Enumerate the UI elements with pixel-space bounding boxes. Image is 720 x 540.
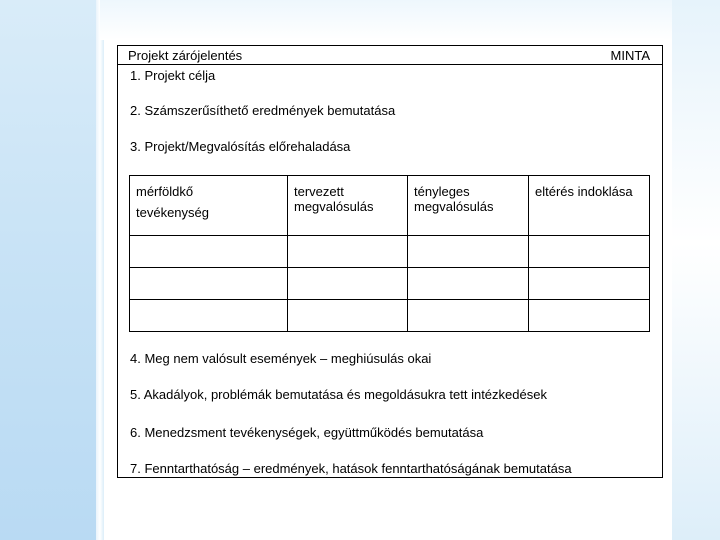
table-cell bbox=[130, 268, 288, 300]
table-cell bbox=[130, 300, 288, 332]
header-cell-milestone bbox=[130, 176, 288, 236]
header-cell-deviation bbox=[529, 176, 650, 236]
header-text: tevékenység bbox=[136, 205, 209, 220]
header-cell-actual bbox=[408, 176, 529, 236]
table-cell bbox=[529, 300, 650, 332]
header-text: tervezett bbox=[294, 184, 344, 199]
table-cell bbox=[130, 236, 288, 268]
milestone-table bbox=[129, 175, 650, 332]
section-4-heading: 4. Meg nem valósult események – meghiúsulás okai bbox=[130, 351, 432, 366]
section-2-heading: 2. Számszerűsíthető eredmények bemutatása bbox=[130, 103, 396, 118]
background-left-panel bbox=[0, 0, 100, 540]
table-cell bbox=[288, 300, 408, 332]
table-cell bbox=[408, 300, 529, 332]
table-cell bbox=[529, 236, 650, 268]
section-1-heading: 1. Projekt célja bbox=[130, 68, 216, 83]
background-top-band bbox=[100, 0, 672, 40]
header-text: megvalósulás bbox=[294, 199, 374, 214]
table-cell bbox=[288, 236, 408, 268]
document-frame bbox=[117, 45, 663, 478]
section-3-heading: 3. Projekt/Megvalósítás előrehaladása bbox=[130, 139, 351, 154]
header-text: mérföldkő bbox=[136, 184, 194, 199]
table-row bbox=[130, 268, 650, 300]
header-text: eltérés indoklása bbox=[535, 184, 633, 199]
table-cell bbox=[408, 236, 529, 268]
table-cell bbox=[408, 268, 529, 300]
section-5-heading: 5. Akadályok, problémák bemutatása és megoldásukra tett intézkedések bbox=[130, 387, 547, 402]
background-stripe bbox=[96, 0, 104, 540]
table-header-row bbox=[130, 176, 650, 236]
header-cell-planned bbox=[288, 176, 408, 236]
table-cell bbox=[529, 268, 650, 300]
table-row bbox=[130, 300, 650, 332]
sample-badge: MINTA bbox=[610, 48, 650, 63]
header-text: tényleges bbox=[414, 184, 470, 199]
document-title: Projekt zárójelentés bbox=[128, 48, 243, 63]
table-row bbox=[130, 236, 650, 268]
header-text: megvalósulás bbox=[414, 199, 494, 214]
section-6-heading: 6. Menedzsment tevékenységek, együttműködés bemutatása bbox=[130, 425, 484, 440]
background-right-panel bbox=[672, 0, 720, 540]
section-7-heading: 7. Fenntarthatóság – eredmények, hatások fenntarthatóságának bemutatása bbox=[130, 461, 572, 476]
document-header bbox=[118, 46, 662, 65]
table-cell bbox=[288, 268, 408, 300]
